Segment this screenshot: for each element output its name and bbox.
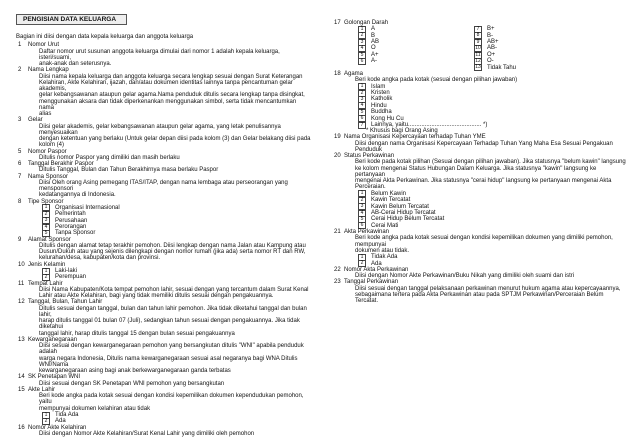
item-text: kolom (4) [39,142,65,149]
option-label: Tidak Ada [371,254,398,261]
item-19 [332,134,628,153]
option-label: A+ [371,51,379,58]
item-label: Akta Perkawinan [344,229,390,236]
option-label: Belum Kawin [371,190,407,197]
code-box: 1 [358,83,366,90]
item-text: Diisi sesuai dengan tanggal pelaksanaan perkawinan menurut hukum agama atau kepercayaannya, [355,285,621,292]
document-page [8,14,632,437]
item-label: Tanggal, Bulan, Tahun Lahir [28,299,103,306]
item-label: Tempat Lahir [28,280,63,287]
item-number: 20 [334,153,341,160]
item-text: mempunyai dokumen kelahiran atau tidak [39,405,151,412]
blood-type-spacer [358,65,474,71]
item-22 [332,267,628,280]
item-number: 9 [18,236,22,243]
code-box: 1 [42,204,50,211]
code-box: 1 [42,268,50,275]
option-label: Hindu [371,102,387,109]
code-box: 2 [42,211,50,218]
option-label: Kawin Tercatat [371,197,411,204]
option-label: B+ [487,26,495,33]
code-box: 4 [358,210,366,217]
blood-type-grid [358,26,628,71]
item-label: Alamat Sponsor [28,236,71,243]
option-label: Tidak Tahu [487,64,517,71]
code-box: 4 [42,224,50,231]
item-text: Ditulis sesuai dengan tanggal, bulan dan tahun lahir pemohon. Jika tidak diketahui tanggal dan bulan lahir, [39,305,307,318]
code-box: 10 [475,45,481,52]
option-label: Ada [55,418,66,425]
item-15 [16,387,311,425]
item-23 [332,279,628,304]
item-text: Kelahiran, Akte Kelahiran, ijazah, dan/atau dokumen identitas lainnya tanpa pencantuman gelar akademis, [39,79,293,92]
item-number: 8 [18,198,22,205]
item-label: Gelar [28,117,43,124]
item-11 [16,281,311,300]
section-title: PENGISIAN DATA KELUARGA [16,14,127,25]
item-number: 10 [18,261,25,268]
item-13 [16,337,311,375]
item-label: Nomor Akta Perkawinan [344,266,409,273]
option-label: AB+ [487,39,499,46]
item-text: ke kolom mengenai Status Hubungan Dalam Keluarga. Jika statusnya "kawin" langsung ke pertanyaan [355,165,597,178]
option-label: Katholik [371,96,393,103]
item-text: mengenai Akta Perkawinan. Jika statusnya "cerai hidup" langsung ke pertanyaan mengenai Akta Perceraian. [355,178,612,191]
item-number: 22 [334,266,341,273]
item-number: 5 [18,148,22,155]
code-box: 3 [358,39,366,46]
item-text: Dusun/Dukuh atau yang sejenis dilengkapi dengan nomor rumah (jika ada) serta nomor RT dan RW, [39,249,306,256]
item-text: Diisi sesuai dengan SK Penetapan WNI pemohon yang bersangkutan [39,380,225,387]
item-text: alias [39,111,52,117]
option-label: AB- [487,45,498,52]
item-1 [16,42,311,67]
code-box: 1 [42,412,50,419]
item-text: Beri kode angka pada kotak sesuai dengan kondisi kepemilikan dokumen yang dimiliki pemohon, mempunyai [355,235,613,248]
item-8 [16,199,311,237]
code-box: 1 [358,254,366,261]
option-label: B [371,32,376,39]
option-row [474,65,534,71]
item-label: Kewarganegaraan [28,336,78,343]
code-box: 2 [42,274,50,281]
item-label: Nomor Akte Kelahiran [28,424,87,431]
code-box: 12 [475,57,481,64]
code-box: 5 [358,109,366,116]
item-number: 19 [334,134,341,141]
code-box: 6 [358,115,366,122]
code-box: 4 [358,45,366,52]
item-label: Nomor Urut [28,42,60,49]
option-label: Lainnya, yaitu............................................ *) [371,121,488,128]
item-text: Diisi Nama Kabupaten/Kota tempat pemohon lahir, sesuai dengan yang tercantum dalam Surat Kenal [39,286,309,293]
item-label: Nama Organisasi Kepercayaan terhadap Tuhan YME [344,134,486,141]
code-box: 6 [358,222,366,229]
item-18 [332,71,628,134]
item-5 [16,149,311,162]
option-label: A [371,26,376,33]
item-number: 3 [18,117,22,124]
code-box: 11 [475,51,481,58]
code-box: 8 [474,32,482,39]
item-text: kewarganegaraan asing bagi anak berkewarganegaraan ganda terbatas [39,368,231,375]
option-label: Laki-laki [55,268,78,275]
item-text: Diisi dengan nama Organisasi Kepercayaan Terhadap Tuhan Yang Maha Esa Sesuai Pengakuan Penduduk [355,140,613,153]
item-label: Jenis Kelamin [28,261,66,268]
item-number: 2 [18,67,22,74]
item-text: anak-anak dan seterusnya. [39,61,112,67]
item-text: Diisi Oleh orang Asing pemegang ITAS/ITAP, dengan nama lembaga atau perseorangan yang mensponsori [39,179,288,192]
item-number: 1 [18,42,22,49]
code-box: 3 [42,217,50,224]
item-9 [16,237,311,262]
code-box: 7 [358,122,366,129]
right-column [332,20,628,304]
item-text: Ditulis nomor Paspor yang dimiliki dan masih berlaku [39,154,180,161]
item-16 [16,425,311,437]
item-text: Ditulis dengan alamat tetap terakhir pemohon. Diisi lengkap dengan nama Jalan atau Kampung atau [39,242,306,249]
item-text: sebagaimana tertera pada Akta Perkawinan atau pada SPTJM Perkawinan/Perceraian Belum Tercatat. [355,291,604,305]
item-number: 14 [18,374,25,381]
option-label: Kong Hu Cu [371,115,404,122]
item-label: Tipe Sponsor [28,198,64,205]
item-number: 21 [334,229,341,236]
code-box: 4 [358,102,366,109]
option-label: Cerai Mati [371,222,399,229]
item-20 [332,153,628,229]
item-text: Diisi nama kepala keluarga dan anggota keluarga secara lengkap sesuai dengan Surat Keterangan [39,73,303,80]
item-text: Ditulis Tanggal, Bulan dan Tahun Berakhirnya masa berlaku Paspor [39,167,219,174]
item-6 [16,161,311,174]
code-box: 2 [358,32,366,39]
item-label: Nomor Paspor [28,148,67,155]
item-number: 18 [334,70,341,77]
item-10 [16,262,311,281]
item-label: Status Perkawinan [344,153,395,160]
item-12 [16,299,311,337]
option-label: Tanpa Sponsor [55,230,96,237]
option-label: Tida Ada [55,412,79,419]
item-7 [16,174,311,199]
option-label: Islam [371,83,386,90]
item-number: 23 [334,279,341,286]
code-box: 9 [474,39,482,46]
item-text: kelurahan/desa, kabupaten/kota dan provinsi. [39,255,161,262]
item-label: Akte Lahir [28,386,56,393]
item-text: dokumen atau tidak. [355,247,410,254]
option-label: O- [487,58,494,65]
item-text: Lahir atau Akte Kelahiran, bagi yang tidak memiliki ditulis sesuai dengan pengakuannya. [39,293,274,300]
item-label: Tanggal Berakhir Paspor [28,161,94,167]
code-box: 2 [358,260,366,267]
item-number: 6 [18,161,22,167]
code-box: 2 [358,197,366,204]
item-label: Agama [344,70,364,77]
item-number: 17 [334,20,341,26]
option-label: Ada [371,260,382,267]
item-number: 16 [18,424,25,431]
item-text: Diisi sesuai dengan kewarganegaraan pemohon yang bersangkutan ditulis "WNI" apabila penduduk adalah [39,343,304,356]
item-label: Nama Lengkap [28,67,69,74]
intro-text: Bagian ini diisi dengan data kepala keluarga dan anggota keluarga [16,34,194,40]
option-label: AB-Cerai Hidup Tercatat [371,209,436,216]
item-number: 13 [18,336,25,343]
item-text: kedatangannya di Indonesia. [39,192,116,199]
item-text: Diisi dengan Nomor Akte Perkawinan/Buku Nikah yang dimiliki oleh suami dan istri [355,273,575,280]
option-label: O [371,45,376,52]
option-label: B- [487,32,493,39]
option-label: Perempuan [55,274,87,281]
code-box: 1 [358,26,366,33]
item-2 [16,67,311,117]
code-box: 3 [358,203,366,210]
item-text: Beri kode angka pada kotak sesuai dengan kondisi kepemilikan dokumen kependudukan pemohon, yaitu [39,393,304,406]
item-text: tanggal lahir, harap ditulis tanggal 15 dengan bulan sesuai pengakuannya [39,330,235,337]
item-text: harap ditulis tanggal 01 bulan 07 (Juli), sedangkan tahun sesuai dengan pengakuannya. Jika tidak diketahui [39,318,300,331]
code-box: 2 [42,418,50,425]
item-label: Tanggal Perkawinan [344,279,399,286]
option-label: Kristen [371,89,390,96]
item-number: 15 [18,386,25,393]
item-text: Daftar nomor urut susunan anggota keluarga dimulai dari nomor 1 adalah kepala keluarga, isteri/suami, [39,48,280,61]
item-14 [16,374,311,387]
option-label: A- [371,58,377,65]
option-label: Perorangan [55,223,87,230]
option-label: AB [371,39,380,46]
item-label: Nama Sponsor [28,173,69,180]
code-box: 6 [358,58,366,65]
item-text: dengan ketentuan yang berlaku (Untuk gelar depan diisi pada kolom (3) dan Gelar belakang diisi pada [39,136,311,142]
code-box: 5 [358,52,366,59]
option-label: Cerai Hidup Belum Tercatat [371,216,445,223]
option-label: Perusahaan [55,217,88,224]
item-text: Beri kode angka pada kotak (sesuai dengan pilihan jawaban) [355,77,518,84]
option-label: O+ [487,51,496,58]
item-text: menggunakan aksara dan tidak diperkenankan menggunakan simbol, serta tidak mencantumkan nama [39,98,297,111]
option-label: Kawin Belum Tercatat [371,203,429,210]
item-label: Golongan Darah [344,20,389,26]
code-box: 1 [358,190,366,197]
item-21 [332,229,628,267]
code-box: 3 [358,96,366,103]
left-column [16,14,311,437]
code-box: 5 [358,216,366,223]
item-number: 7 [18,173,22,180]
option-label: Buddha [371,109,392,116]
code-box: 2 [358,90,366,97]
item-number: 11 [18,280,25,287]
item-number: 12 [18,299,25,306]
code-box: 13 [475,64,481,71]
code-box: 7 [474,26,482,33]
item-text: Diisi dengan Nomor Akte Kelahiran/Surat Kenal Lahir yang dimiliki oleh pemohon [39,431,255,437]
item-label: SK Penetapan WNI [28,374,81,381]
item-3 [16,117,311,148]
option-label: Pemerintah [55,211,86,218]
item-text: Diisi gelar akademis, gelar kebangsawanan ataupun gelar agama, yang letak penulisannya menyesuaikan [39,123,281,136]
footnote: * Khusus bagi Orang Asing [366,128,438,135]
option-label: Organisasi Internasional [55,204,120,211]
item-text: Beri kode pada kotak pilihan (Sesuai dengan pilihan jawaban). Jika statusnya "belum kawin" langsung [355,159,626,166]
item-17 [332,20,628,71]
item-text: gelar kebangsawanan ataupun gelar agama.Nama penduduk ditulis secara lengkap tanpa disingkat, [39,92,305,99]
item-text: warga negara Indonesia, Ditulis nama kewarganegaraan sesuai asal negaranya bagi WNA Ditulis WNI/Nama [39,355,298,368]
code-box: 5 [42,230,50,237]
